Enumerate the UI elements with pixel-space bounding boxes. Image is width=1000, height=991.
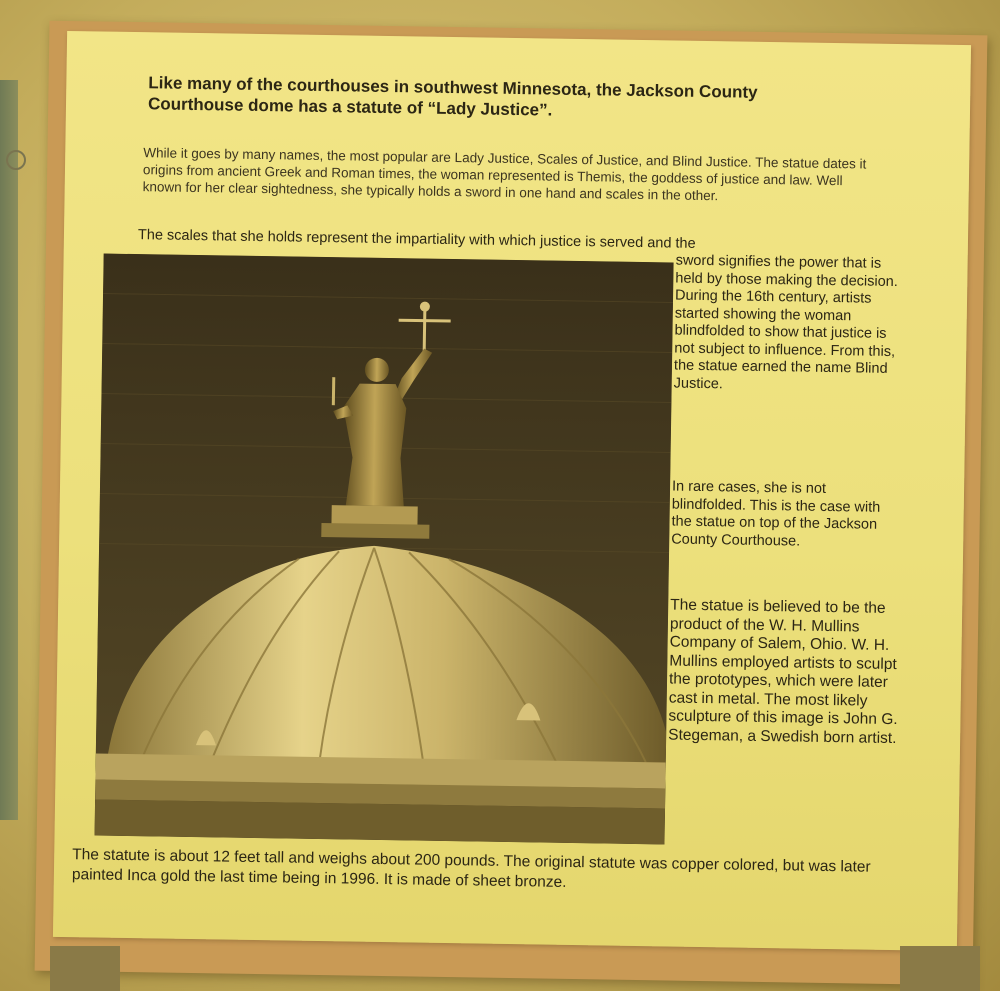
easel-stand-right [900, 946, 980, 991]
lady-justice-statue-illustration [95, 254, 674, 845]
side-paragraph-blindfold: In rare cases, she is not blindfolded. This is the case with the statue on top of the Jackson County Courthouse. [671, 478, 881, 550]
adjacent-display-card [0, 80, 18, 820]
poster-title: Like many of the courthouses in southwest Minnesota, the Jackson County Courthouse dome has a statute of “Lady Justice”. [147, 73, 758, 120]
courthouse-dome-photo [95, 254, 674, 845]
paper-clip-icon [6, 150, 26, 170]
footer-paragraph: The statute is about 12 feet tall and weighs about 200 pounds. The original statute was copper colored, but was later painted Inca gold the last time being in 1996. It is made of sheet bronze. [71, 846, 871, 891]
intro-paragraph: While it goes by many names, the most popular are Lady Justice, Scales of Justice, and Blind Justice. The statue dates it origins from ancient Greek and Roman times, the woman represented is Themis, the goddess of justice and law. Well known for her clear sightedness, she typically holds a sword in one hand and scales in the other. [142, 145, 867, 204]
scales-paragraph-start: The scales that she holds represent the impartiality with which justice is served and the [137, 227, 696, 252]
side-paragraph-scales: sword signifies the power that is held by those making the decision. During the 16th century, artists started showing the woman blindfolded to show that justice is not subject to influence. From this, the statue earned the name Blind Justice. [673, 252, 898, 392]
poster-sheet [53, 31, 971, 951]
easel-stand-left [50, 946, 120, 991]
side-paragraph-maker: The statue is believed to be the product of the W. H. Mullins Company of Salem, Ohio. W. H. Mullins employed artists to sculpt the prototypes, which were later cast in metal. The most likely sculpture of this image is John G. Stegeman, a Swedish born artist. [668, 596, 898, 747]
